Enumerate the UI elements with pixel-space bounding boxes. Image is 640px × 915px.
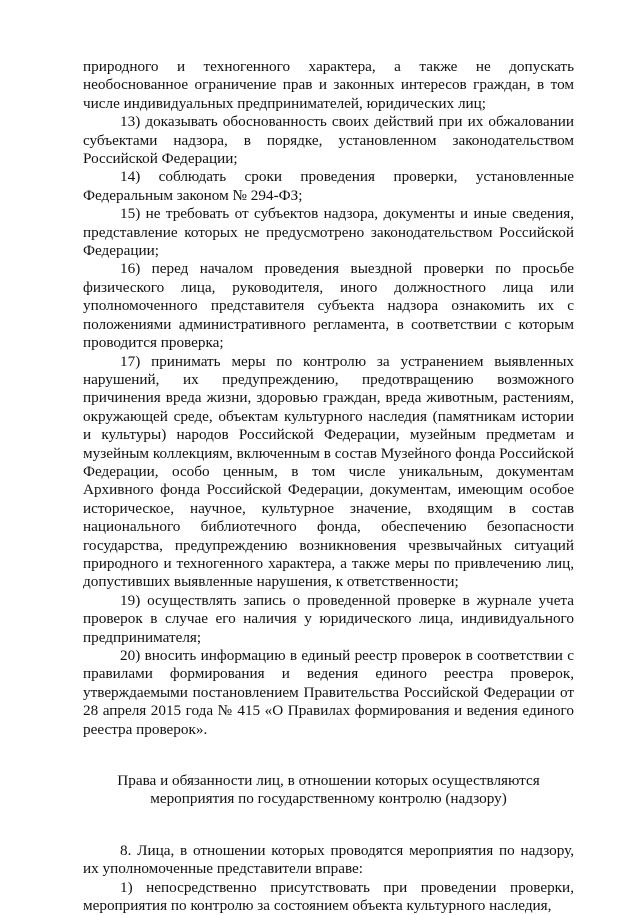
paragraph-8: 8. Лица, в отношении которых проводятся мероприятия по надзору, их уполномоченные представители вправе: [83, 841, 574, 878]
paragraph-19: 19) осуществлять запись о проведенной проверке в журнале учета проверок в случае его наличия у юридического лица, индивидуального предпринимателя; [83, 591, 574, 646]
document-page [83, 58, 574, 915]
paragraph-8-item-1: 1) непосредственно присутствовать при проведении проверки, мероприятия по контролю за состоянием объекта культурного наследия, [83, 878, 574, 915]
paragraph-16: 16) перед началом проведения выездной проверки по просьбе физического лица, руководителя, иного должностного лица или уполномоченного представителя субъекта надзора ознакомить их с положениями административного регламента, в соответствии с которым проводится проверка; [83, 260, 574, 352]
paragraph-17: 17) принимать меры по контролю за устранением выявленных нарушений, их предупреждению, предотвращению возможного причинения вреда жизни, здоровью граждан, вреда животным, растениям, окружающей среде, объектам культурного наследия (памятникам истории и культуры) народов Российской Федерации, музейным предметам и музейным коллекциям, включенным в состав Музейного фонда Российской Федерации, особо ценным, в том числе уникальным, документам Архивного фонда Российской Федерации, документам, имеющим особое историческое, научное, культурное значение, входящим в состав национального библиотечного фонда, обеспечению безопасности государства, предупреждению возникновения чрезвычайных ситуаций природного и техногенного характера, а также меры по привлечению лиц, допустивших выявленные нарушения, к ответственности; [83, 352, 574, 591]
section-heading-line-2: мероприятия по государственному контролю (надзору) [150, 790, 507, 808]
paragraph-15: 15) не требовать от субъектов надзора, документы и иные сведения, представление которых не предусмотрено законодательством Российской Федерации; [83, 205, 574, 260]
paragraph-13: 13) доказывать обоснованность своих действий при их обжаловании субъектами надзора, в порядке, установленном законодательством Российской Федерации; [83, 113, 574, 168]
spacer [83, 809, 574, 842]
paragraph-14: 14) соблюдать сроки проведения проверки, установленные Федеральным законом № 294-ФЗ; [83, 168, 574, 204]
section-heading-line-1: Права и обязанности лиц, в отношении которых осуществляются [117, 772, 540, 790]
paragraph-continuation: природного и техногенного характера, а также не допускать необоснованное ограничение прав и законных интересов граждан, в том числе индивидуальных предпринимателей, юридических лиц; [83, 58, 574, 112]
paragraph-20: 20) вносить информацию в единый реестр проверок в соответствии с правилами формирования и ведения единого реестра проверок, утверждаемыми постановлением Правительства Российской Федерации от 28 апреля 2015 года № 415 «О Правилах формирования и ведения единого реестра проверок». [83, 647, 574, 738]
section-heading [83, 772, 574, 809]
